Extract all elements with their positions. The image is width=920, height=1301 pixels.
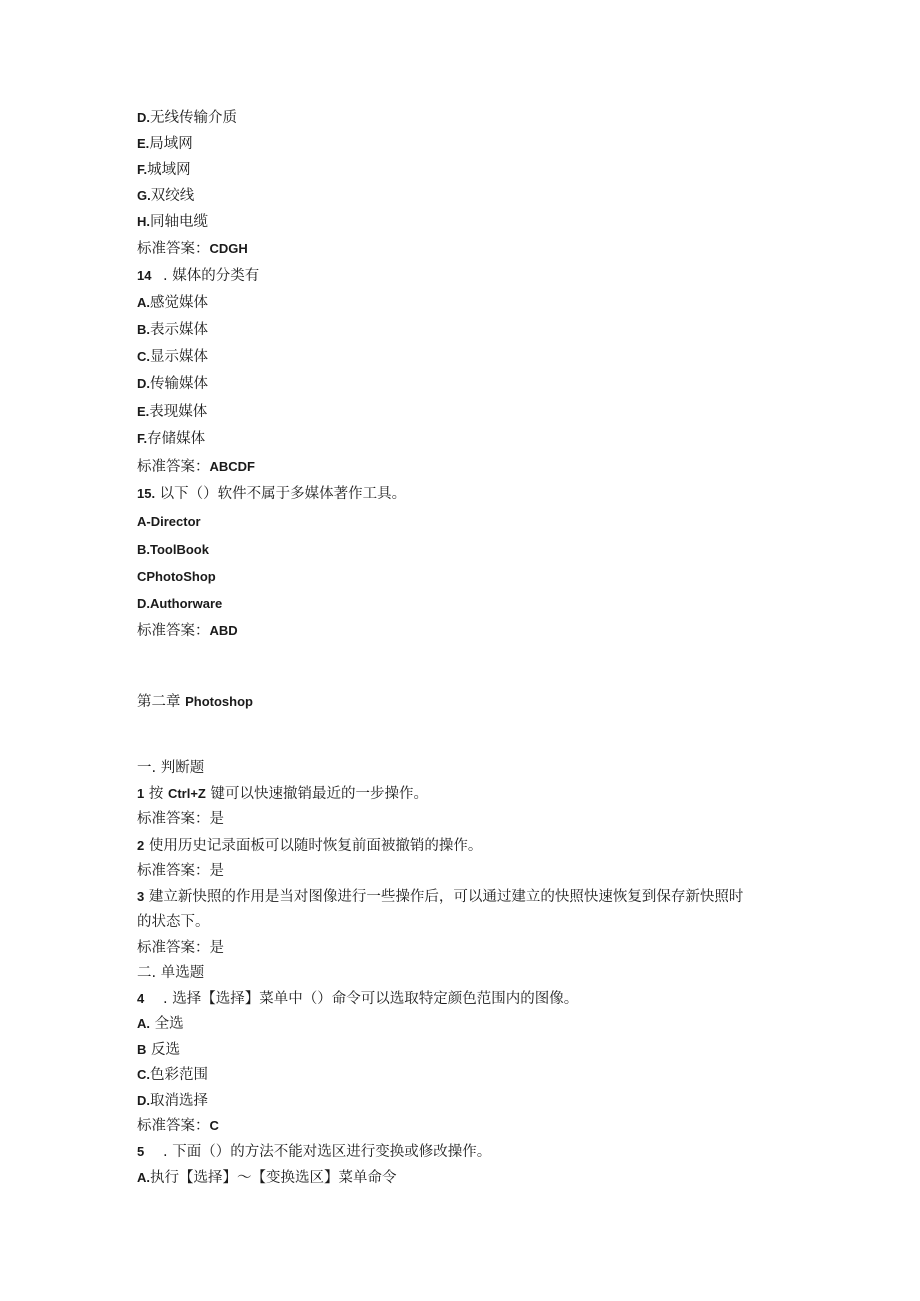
answer-line (137, 621, 238, 641)
section-heading: 二. 单选题 (137, 965, 205, 981)
answer-label: 标准答案： (137, 1118, 210, 1134)
option-text: 表示媒体 (150, 322, 208, 338)
shortcut-text: Ctrl+Z (167, 786, 206, 801)
option-line (137, 1168, 397, 1188)
option-text: 无线传输介质 (150, 110, 237, 126)
option-line (137, 320, 208, 340)
question-text: . 选择【选择】菜单中（）命令可以选取特定颜色范围内的图像。 (163, 991, 579, 1007)
option-letter: B (137, 1042, 147, 1057)
chapter-prefix: 第二章 (137, 694, 186, 710)
question-number: 14 (137, 268, 152, 283)
question-number: 5 (137, 1144, 145, 1159)
judgment-1 (137, 784, 428, 804)
option-line: B.ToolBook (137, 542, 209, 557)
option-line (137, 212, 208, 232)
option-text: 传输媒体 (150, 376, 208, 392)
option-line (137, 1065, 208, 1085)
question-15 (137, 484, 406, 504)
answer-line (137, 239, 248, 259)
option-text: 感觉媒体 (150, 295, 208, 311)
question-text: 建立新快照的作用是当对图像进行一些操作后，可以通过建立的快照快速恢复到保存新快照时 (144, 889, 744, 905)
option-text: 双绞线 (150, 188, 195, 204)
option-text: 表现媒体 (149, 404, 208, 420)
section-heading: 一. 判断题 (137, 760, 205, 776)
option-line: CPhotoShop (137, 569, 216, 584)
answer-value: C (209, 1118, 219, 1133)
option-letter: A. (137, 295, 150, 310)
option-line (137, 1040, 180, 1060)
option-text: 同轴电缆 (150, 214, 208, 230)
option-letter: H. (137, 214, 150, 229)
answer-line: 标准答案：是 (137, 811, 224, 827)
option-line: D.Authorware (137, 596, 223, 611)
option-line (137, 134, 193, 154)
question-text: 以下（）软件不属于多媒体著作工具。 (155, 486, 407, 502)
answer-value: ABD (209, 623, 238, 638)
answer-label: 标准答案： (137, 241, 210, 257)
question-text: . 下面（）的方法不能对选区进行变换或修改操作。 (163, 1144, 492, 1160)
answer-line (137, 1116, 219, 1136)
question-text: 按 (144, 786, 168, 802)
question-number: 4 (137, 991, 145, 1006)
judgment-2 (137, 836, 482, 856)
judgment-3 (137, 887, 743, 907)
option-letter: A. (137, 1016, 150, 1031)
option-text: 局域网 (149, 136, 193, 152)
option-letter: D. (137, 1093, 150, 1108)
answer-value: CDGH (209, 241, 248, 256)
option-text: 城域网 (147, 162, 191, 178)
answer-label: 标准答案： (137, 459, 210, 475)
option-text: 执行【选择】～【变换选区】菜单命令 (150, 1170, 397, 1186)
option-line (137, 402, 207, 422)
option-letter: D. (137, 376, 150, 391)
option-letter: C. (137, 1067, 150, 1082)
question-5 (137, 1142, 491, 1162)
option-line (137, 429, 205, 449)
option-line (137, 186, 194, 206)
option-letter: G. (137, 188, 151, 203)
option-letter: E. (137, 404, 150, 419)
option-text: 显示媒体 (150, 349, 208, 365)
option-text: 色彩范围 (150, 1067, 208, 1083)
question-14 (137, 266, 259, 286)
option-letter: C. (137, 349, 150, 364)
option-line (137, 108, 237, 128)
answer-value: ABCDF (209, 459, 255, 474)
option-letter: B. (137, 322, 150, 337)
option-letter: A. (137, 1170, 150, 1185)
answer-line: 标准答案：是 (137, 863, 224, 879)
question-number: 1 (137, 786, 145, 801)
chapter-name: Photoshop (185, 694, 253, 709)
question-number: 15. (137, 486, 156, 501)
option-line (137, 347, 208, 367)
answer-line: 标准答案：是 (137, 940, 224, 956)
question-text: 键可以快速撤销最近的一步操作。 (205, 786, 428, 802)
option-line (137, 160, 191, 180)
chapter-heading (137, 692, 253, 712)
option-line (137, 293, 208, 313)
answer-label: 标准答案： (137, 623, 210, 639)
option-text: 全选 (150, 1016, 184, 1032)
option-letter: D. (137, 110, 150, 125)
question-4 (137, 989, 578, 1009)
option-text: 存储媒体 (147, 431, 206, 447)
option-text: 反选 (146, 1042, 180, 1058)
answer-line (137, 457, 255, 477)
option-line (137, 374, 208, 394)
option-line (137, 1014, 184, 1034)
question-number: 2 (137, 838, 145, 853)
option-text: 取消选择 (150, 1093, 208, 1109)
option-line: A-Director (137, 514, 201, 529)
judgment-3-continued: 的状态下。 (137, 914, 210, 930)
question-text: 使用历史记录面板可以随时恢复前面被撤销的操作。 (144, 838, 483, 854)
option-letter: F. (137, 431, 148, 446)
option-letter: E. (137, 136, 150, 151)
question-number: 3 (137, 889, 145, 904)
option-line (137, 1091, 208, 1111)
option-letter: F. (137, 162, 148, 177)
question-text: . 媒体的分类有 (163, 268, 260, 284)
